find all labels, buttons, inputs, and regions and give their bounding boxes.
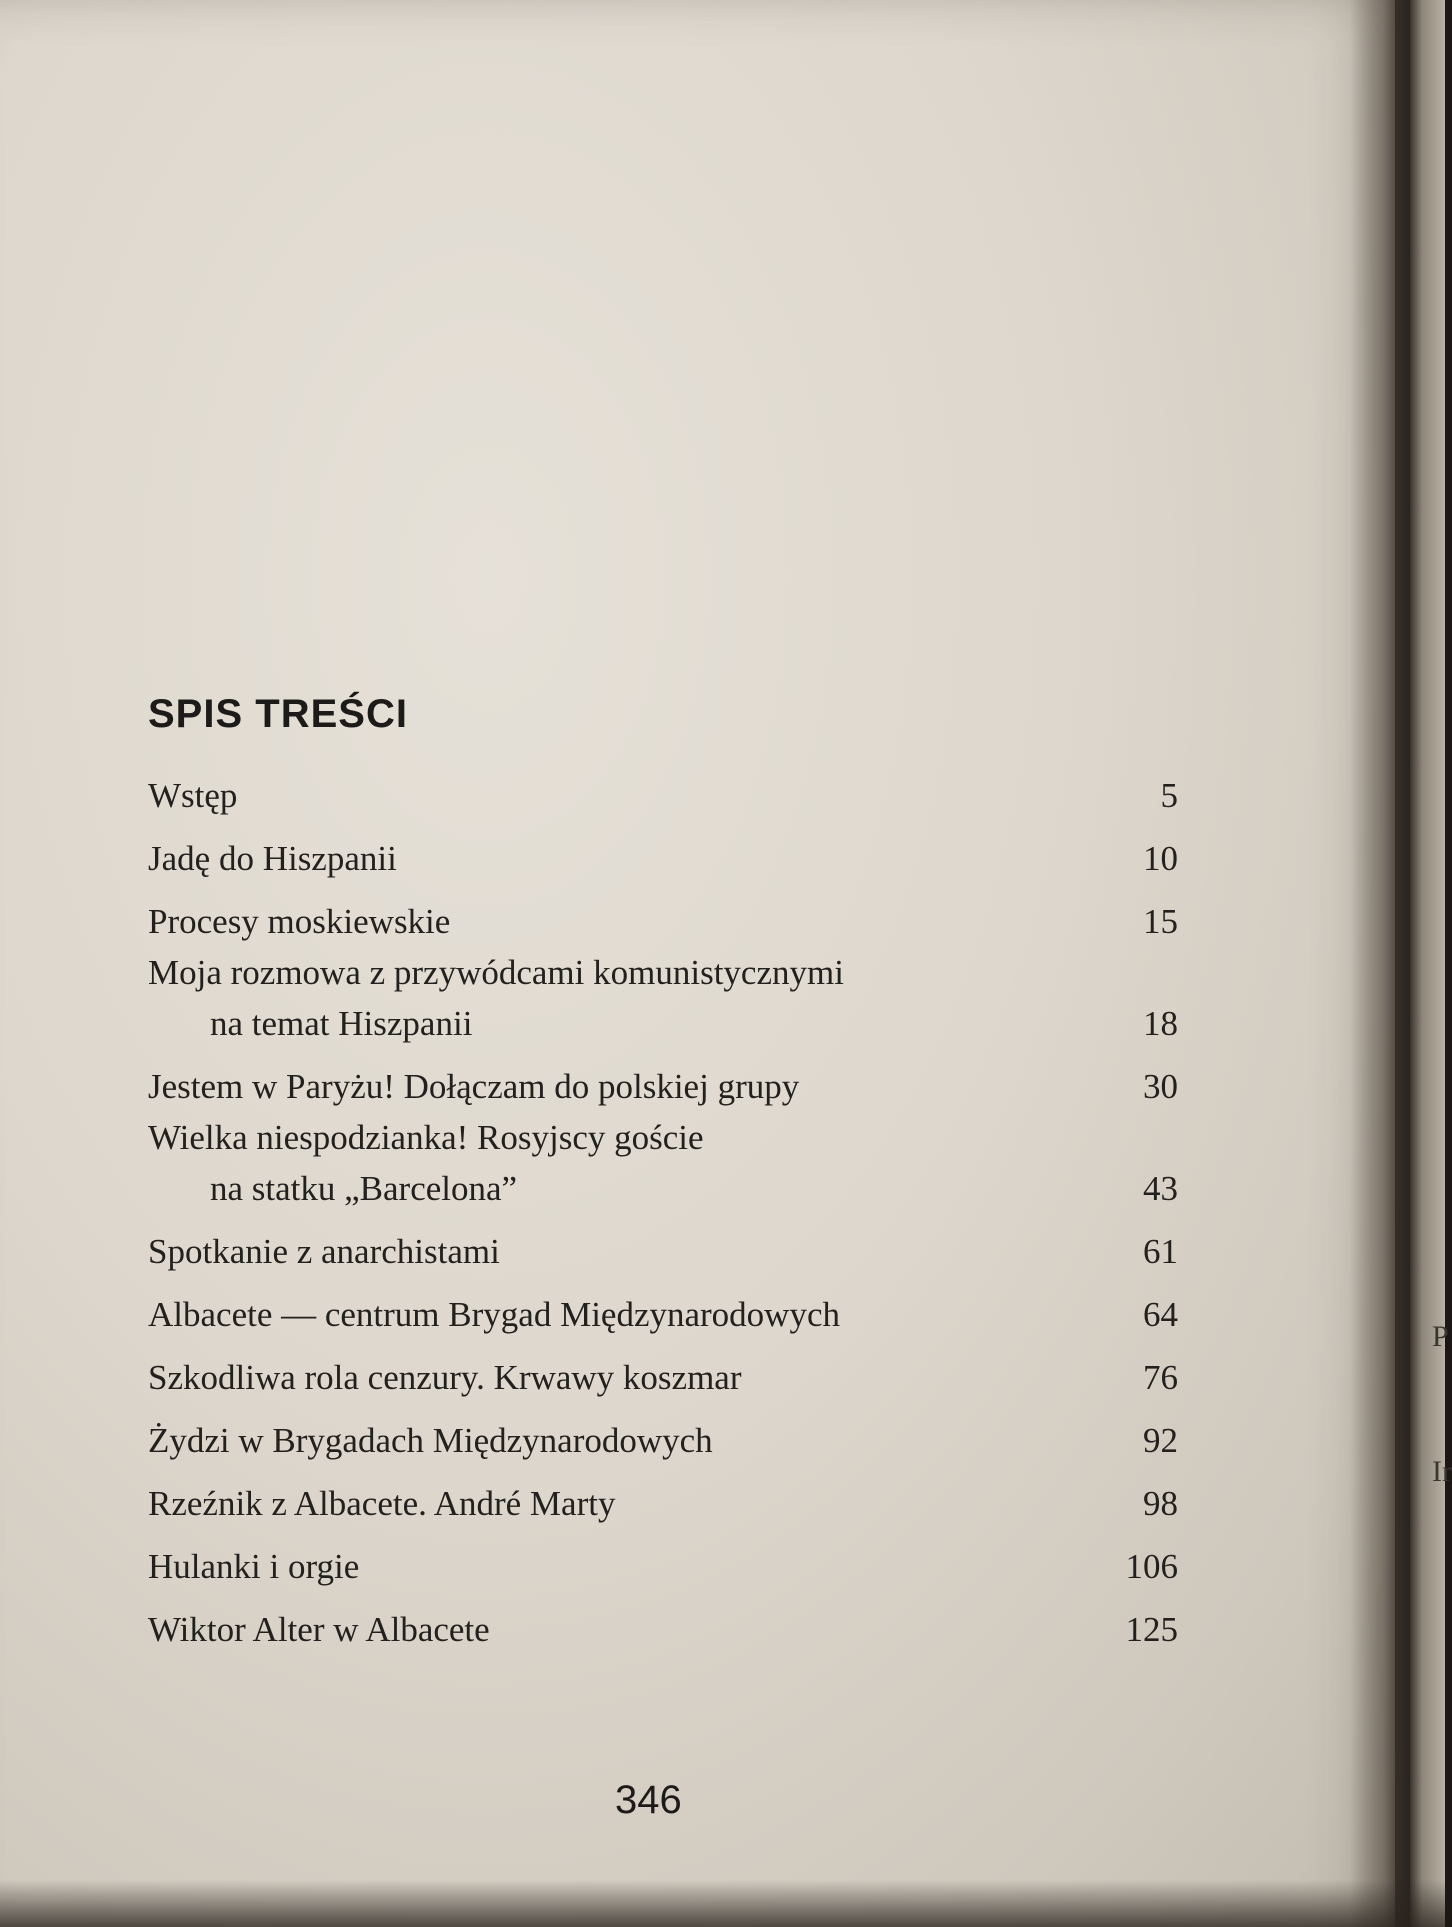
toc-entry-title: Żydzi w Brygadach Międzynarodowych: [148, 1421, 713, 1460]
toc-entry-title: Wstęp: [148, 776, 238, 815]
next-page-edge: [1410, 0, 1452, 1927]
toc-entry-title: Wielka niespodzianka! Rosyjscy goście: [148, 1118, 704, 1157]
bottom-shadow: [0, 1880, 1445, 1927]
toc-entry-title: Hulanki i orgie: [148, 1547, 360, 1586]
toc-entry-title: Rzeźnik z Albacete. André Marty: [148, 1484, 616, 1523]
toc-entry-page: 43: [1143, 1169, 1178, 1208]
toc-entry-page: 5: [1160, 776, 1178, 815]
toc-entry: [148, 1112, 1178, 1214]
toc-entry-page: 125: [1125, 1610, 1178, 1649]
toc-entry: [148, 1604, 1178, 1655]
toc-entry-title: Moja rozmowa z przywódcami komunistycznymi: [148, 953, 844, 992]
toc-entry-page: 61: [1143, 1232, 1178, 1271]
toc-entry-title: Wiktor Alter w Albacete: [148, 1610, 490, 1649]
toc-entry-page: 76: [1143, 1358, 1178, 1397]
toc-entry: [148, 1541, 1178, 1592]
toc-entry-title: Jadę do Hiszpanii: [148, 839, 397, 878]
toc-entry: [148, 947, 1178, 1049]
toc-entry-title: Jestem w Paryżu! Dołączam do polskiej grupy: [148, 1067, 800, 1106]
toc-entry: [148, 1289, 1178, 1340]
toc-entry: [148, 1352, 1178, 1403]
toc-entry: [148, 833, 1178, 884]
toc-entry: [148, 770, 1178, 821]
next-page-fragment: Ir: [1432, 1455, 1452, 1488]
toc-entry-page: 18: [1143, 1004, 1178, 1043]
book-gutter: [1350, 0, 1410, 1927]
toc-entry-page: 15: [1143, 902, 1178, 941]
toc-entry: [148, 1415, 1178, 1466]
toc-entry-title-continuation: na temat Hiszpanii: [210, 1004, 473, 1043]
toc-entry-page: 98: [1143, 1484, 1178, 1523]
toc-entry-title: Procesy moskiewskie: [148, 902, 451, 941]
toc-entry-title: Szkodliwa rola cenzury. Krwawy koszmar: [148, 1358, 742, 1397]
toc-entry-title: Spotkanie z anarchistami: [148, 1232, 500, 1271]
toc-entry-page: 106: [1125, 1547, 1178, 1586]
toc-entry-page: 10: [1143, 839, 1178, 878]
toc-entry-title-continuation: na statku „Barcelona”: [210, 1169, 518, 1208]
toc-entry: [148, 896, 1178, 947]
toc-entry: [148, 1226, 1178, 1277]
toc-entry: [148, 1061, 1178, 1112]
toc-entry: [148, 1478, 1178, 1529]
toc-list: [148, 770, 1178, 1655]
next-page-fragment: P: [1432, 1320, 1449, 1353]
toc-entry-page: 92: [1143, 1421, 1178, 1460]
page-number: 346: [615, 1778, 682, 1822]
toc-entry-page: 64: [1143, 1295, 1178, 1334]
toc-heading: SPIS TREŚCI: [148, 692, 408, 736]
toc-entry-title: Albacete — centrum Brygad Międzynarodowych: [148, 1295, 840, 1334]
toc-entry-page: 30: [1143, 1067, 1178, 1106]
